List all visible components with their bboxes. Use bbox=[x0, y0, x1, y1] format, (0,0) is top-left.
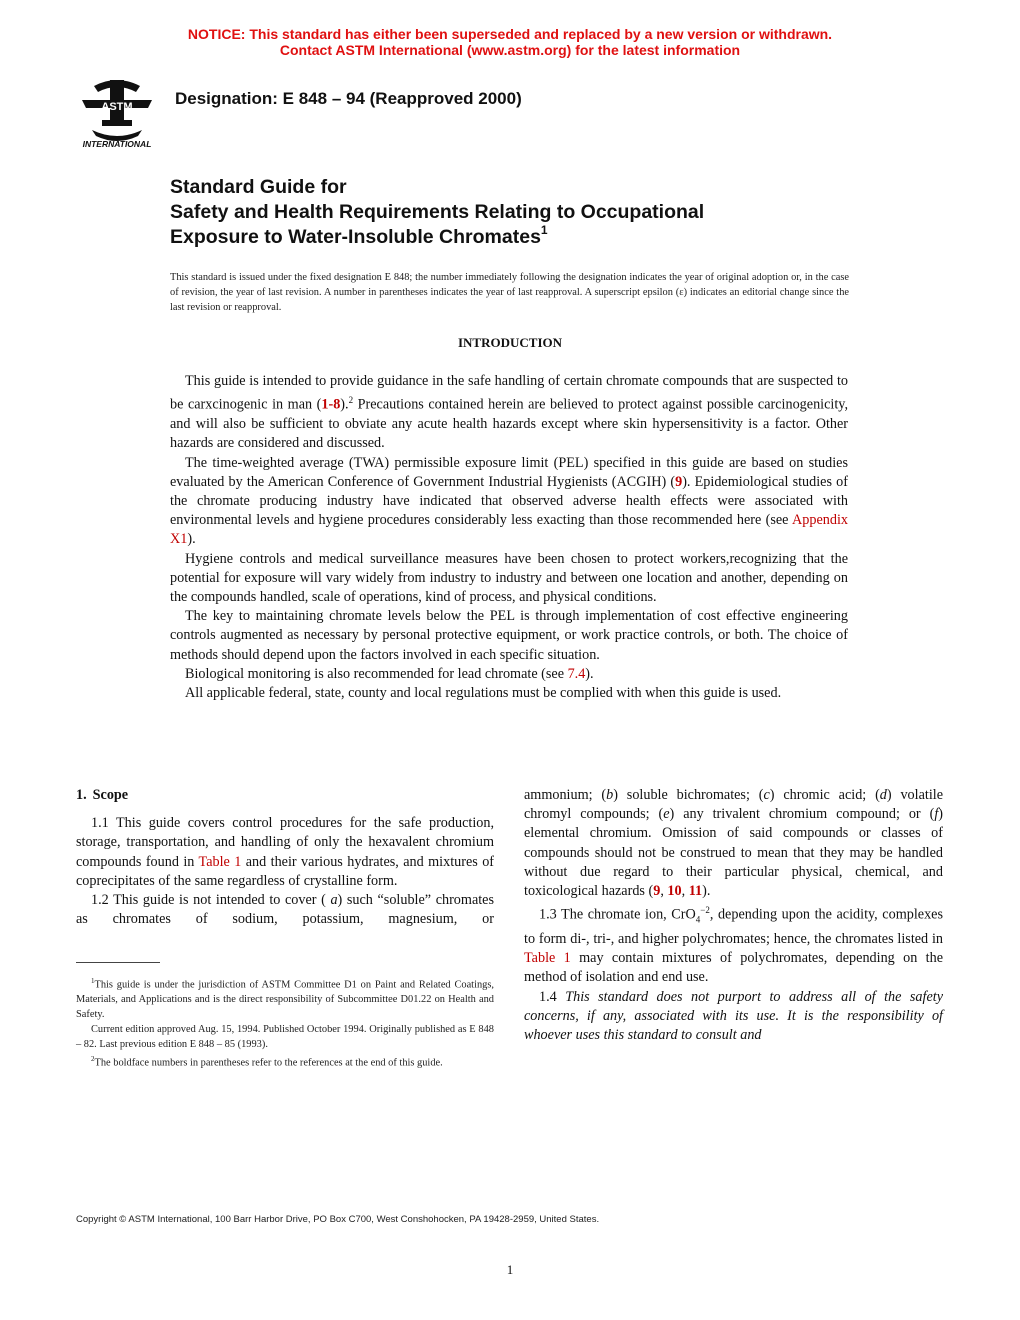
scope-1-1-text-b: and their various hydrates, and mixtures of coprecipitates of the same regardless of crystalline form. bbox=[76, 853, 495, 889]
scope-1-4-number: 1.4 bbox=[539, 988, 566, 1005]
table-1-link[interactable]: Table 1 bbox=[198, 853, 242, 870]
footnote-1 bbox=[76, 974, 494, 1022]
copyright: Copyright © ASTM International, 100 Barr Harbor Drive, PO Box C700, West Conshohocken, PA 19428-2959, United States. bbox=[76, 1214, 600, 1225]
intro-paragraph-3: Hygiene controls and medical surveillance measures have been chosen to protect workers,recognizing that the potential for exposure will vary widely from industry to industry and between one location and another, depending on the compounds handled, scale of operations, kind of process, and physical conditions. bbox=[170, 550, 848, 605]
scope-1-2-text-f: ) any trivalent chromium compound; or ( bbox=[669, 806, 935, 823]
intro-paragraph-2 bbox=[170, 454, 848, 550]
ref-link-10[interactable]: 10 bbox=[667, 883, 682, 900]
footnote-rule bbox=[76, 962, 160, 963]
scope-1-2-text-c: ) soluble bichromates; ( bbox=[613, 787, 764, 803]
scope-1-2-text-b-part: ) such “soluble” chromates as chromates of sodium, potassium, magnesium, or bbox=[76, 892, 494, 928]
scope-1-2-item-e: e bbox=[663, 806, 670, 823]
intro-p1-text-b: ). bbox=[340, 396, 349, 413]
scope-1-2-continued bbox=[524, 786, 943, 901]
chromate-superscript: −2 bbox=[700, 905, 710, 916]
ref-link-11[interactable]: 11 bbox=[688, 883, 703, 900]
scope-number: 1. bbox=[76, 787, 87, 803]
title-line-3 bbox=[170, 225, 704, 250]
intro-paragraph-1 bbox=[170, 372, 848, 454]
scope-1-2-text-b-rest: ammonium; ( bbox=[524, 787, 607, 803]
footnote-1-text: This guide is under the jurisdiction of ASTM Committee D1 on Paint and Related Coatings, Materials, and Applications and is the direct responsibility of Subcommittee D01.22 on Health and Safety. bbox=[76, 979, 494, 1021]
section-7-4-link[interactable]: 7.4 bbox=[567, 665, 586, 682]
title-footnote-ref[interactable]: 1 bbox=[540, 223, 548, 237]
footnote-2 bbox=[76, 1052, 494, 1070]
document-title bbox=[170, 175, 704, 250]
scope-1-3 bbox=[524, 901, 943, 987]
page-number: 1 bbox=[506, 1262, 514, 1277]
scope-1-4 bbox=[524, 988, 943, 1046]
table-1-link-2[interactable]: Table 1 bbox=[524, 950, 571, 967]
scope-right-column bbox=[524, 786, 943, 1045]
scope-1-3-text-c: may contain mixtures of polychromates, depending on the method of isolation and end use. bbox=[524, 950, 943, 986]
footnote-ref-2[interactable]: 2 bbox=[348, 395, 354, 406]
intro-p1-text-c: Precautions contained herein are believed to protect against possible carcinogenicity, and will also be sufficient to obviate any acute health hazards except where skin hypersensitivity is a factor. Other hazards are considered and discussed. bbox=[170, 396, 848, 452]
notice-line-2: Contact ASTM International (www.astm.org) for the latest information bbox=[279, 42, 741, 58]
scope-left-column bbox=[76, 786, 494, 929]
scope-1-2-item-d: d bbox=[879, 787, 887, 803]
scope-1-1-text-a: 1.1 This guide covers control procedures for the safe production, storage, transportation, and handling of only the hexavalent chromium compounds found in bbox=[76, 815, 494, 870]
scope-1-2-text-a: 1.2 This guide is not intended to cover ( bbox=[91, 892, 331, 909]
scope-1-3-text-a: 1.3 The chromate ion, CrO bbox=[539, 906, 696, 923]
footnote-1-mark: 1 bbox=[91, 977, 95, 985]
logo-text: ASTM bbox=[101, 101, 133, 113]
intro-p2-text-b: ). Epidemiological studies of the chromate producing industry have indicated that observed adverse health effects were associated with environmental levels and hygiene procedures considerably less exacting than those recommended here (see bbox=[170, 473, 848, 529]
title-line-2: Safety and Health Requirements Relating to Occupational bbox=[170, 201, 705, 223]
astm-logo bbox=[72, 76, 162, 150]
astm-logo-graphic bbox=[72, 76, 162, 150]
logo-subtext: INTERNATIONAL bbox=[82, 139, 152, 149]
issue-note: This standard is issued under the fixed designation E 848; the number immediately following the designation indicates the year of original adoption or, in the case of revision, the year of last revision. A number in parentheses indicates the year of last reapproval. A superscript epsilon (ε) indicates an editorial change since the last revision or reapproval. bbox=[170, 272, 849, 313]
chromate-subscript: 4 bbox=[695, 914, 701, 925]
designation: Designation: E 848 – 94 (Reapproved 2000) bbox=[175, 89, 522, 108]
scope-1-2-item-b: b bbox=[606, 787, 614, 803]
scope-1-2-text-e: ) volatile chromyl compounds; ( bbox=[524, 787, 943, 823]
scope-1-2-start bbox=[76, 891, 494, 929]
scope-1-2-item-a: a bbox=[330, 892, 338, 909]
scope-1-2-item-c: c bbox=[763, 787, 770, 803]
ref-sep-1: , bbox=[660, 883, 668, 900]
scope-title: Scope bbox=[92, 787, 129, 803]
title-line-3-text: Exposure to Water-Insoluble Chromates bbox=[170, 226, 541, 248]
intro-p5-text-a: Biological monitoring is also recommended for lead chromate (see bbox=[185, 665, 568, 682]
intro-p2-text-a: The time-weighted average (TWA) permissible exposure limit (PEL) specified in this guide are based on studies evaluated by the American Conference of Government Industrial Hygienists (ACGIH) ( bbox=[170, 454, 848, 490]
scope-1-2-item-f: f bbox=[934, 806, 939, 823]
scope-1-2-text-d: ) chromic acid; ( bbox=[769, 787, 880, 803]
scope-1-2-text-h: ). bbox=[702, 883, 711, 900]
scope-1-1 bbox=[76, 814, 494, 891]
superseded-notice bbox=[0, 26, 1020, 58]
intro-paragraph-5 bbox=[170, 665, 848, 684]
notice-line-1: NOTICE: This standard has either been superseded and replaced by a new version or withdrawn. bbox=[187, 26, 833, 42]
scope-heading bbox=[76, 786, 494, 805]
ref-sep-2: , bbox=[681, 883, 689, 900]
ref-link-1-8[interactable]: 1-8 bbox=[321, 396, 341, 413]
intro-p5-text-b: ). bbox=[585, 665, 594, 682]
footnote-2-text: The boldface numbers in parentheses refer to the references at the end of this guide. bbox=[94, 1057, 443, 1069]
title-line-1: Standard Guide for bbox=[170, 176, 347, 198]
introduction-heading: INTRODUCTION bbox=[457, 335, 562, 350]
scope-1-3-text-b: , depending upon the acidity, complexes to form di-, tri-, and higher polychromates; hence, the chromates listed in bbox=[524, 906, 943, 947]
intro-paragraph-6: All applicable federal, state, county and local regulations must be complied with when this guide is used. bbox=[185, 684, 782, 701]
appendix-x1-link[interactable]: Appendix X1 bbox=[170, 512, 848, 548]
intro-p2-text-c: ). bbox=[187, 531, 196, 548]
ref-link-9b[interactable]: 9 bbox=[653, 883, 661, 900]
intro-p1-text-a: This guide is intended to provide guidance in the safe handling of certain chromate compounds that are suspected to be carxcinogenic in man ( bbox=[170, 373, 848, 413]
ref-link-9[interactable]: 9 bbox=[675, 473, 683, 490]
footnote-2-mark: 2 bbox=[91, 1055, 95, 1064]
intro-paragraph-4: The key to maintaining chromate levels below the PEL is through implementation of cost effective engineering controls augmented as necessary by personal protective equipment, or work practice controls, or both. The choice of methods should depend upon the factors involved in each specific situation. bbox=[170, 608, 848, 663]
scope-1-2-text-g: ) elemental chromium. Omission of said compounds or classes of compounds should not be construed to mean that they may be handled without due regard to their particular physical, chemical, and toxicological hazards ( bbox=[524, 806, 943, 900]
footnotes bbox=[76, 974, 494, 1071]
scope-1-4-text: This standard does not purport to address all of the safety concerns, if any, associated with its use. It is the responsibility of whoever uses this standard to consult and bbox=[524, 988, 943, 1043]
introduction-body bbox=[170, 372, 848, 703]
footnote-1b: Current edition approved Aug. 15, 1994. Published October 1994. Originally published as E 848 – 82. Last previous edition E 848 – 85 (1993). bbox=[76, 1024, 494, 1051]
